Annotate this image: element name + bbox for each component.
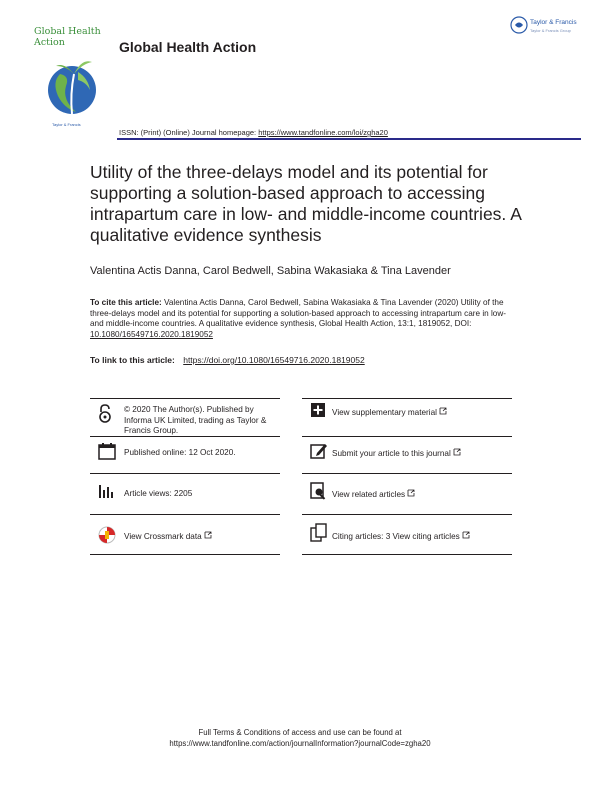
grid-rule xyxy=(302,473,512,474)
supplementary-label: View supplementary material xyxy=(332,408,437,417)
cite-label: To cite this article: xyxy=(90,298,162,307)
cite-doi-link[interactable]: 10.1080/16549716.2020.1819052 xyxy=(90,329,213,339)
footer-line1: Full Terms & Conditions of access and use can be found at xyxy=(198,728,402,737)
footer-terms-link[interactable]: https://www.tandfonline.com/action/journalInformation?journalCode=zgha20 xyxy=(169,738,431,748)
external-link-icon xyxy=(439,407,447,415)
issn-prefix: ISSN: (Print) (Online) Journal homepage: xyxy=(119,128,259,137)
logo-text-line2: Action xyxy=(34,37,65,48)
citing-articles-link[interactable] xyxy=(332,531,470,543)
plus-icon[interactable] xyxy=(310,402,328,420)
article-authors: Valentina Actis Danna, Carol Bedwell, Sabina Wakasiaka & Tina Lavender xyxy=(90,265,451,277)
crossmark-link[interactable] xyxy=(124,531,212,543)
external-link-icon xyxy=(204,531,212,539)
publisher-tagline: Taylor & Francis Group xyxy=(530,28,571,33)
journal-name: Global Health Action xyxy=(119,39,257,55)
grid-rule xyxy=(302,436,512,437)
bar-chart-icon xyxy=(98,483,116,501)
article-doi-link[interactable]: https://doi.org/10.1080/16549716.2020.1819052 xyxy=(183,355,365,365)
article-link-block xyxy=(90,355,365,365)
small-publisher-text: Taylor & Francis xyxy=(52,122,81,127)
grid-rule xyxy=(302,514,512,515)
external-link-icon xyxy=(453,448,461,456)
grid-rule xyxy=(90,473,280,474)
journal-homepage-link[interactable]: https://www.tandfonline.com/loi/zgha20 xyxy=(258,128,388,137)
citing-articles-icon[interactable] xyxy=(310,523,328,541)
small-publisher-logo xyxy=(52,122,81,127)
submit-article-link[interactable] xyxy=(332,448,461,460)
citation-block xyxy=(90,298,520,340)
calendar-icon xyxy=(98,442,116,460)
article-title: Utility of the three-delays model and its potential for supporting a solution-based approach to accessing intrapartum care in low- and middle-income countries. A qualitative evidence synthesis xyxy=(90,162,521,245)
open-access-notice: © 2020 The Author(s). Published by Informa UK Limited, trading as Taylor & Francis Group. xyxy=(124,405,267,435)
grid-rule xyxy=(302,554,512,555)
crossmark-label: View Crossmark data xyxy=(124,532,202,541)
open-access-icon xyxy=(98,404,116,422)
external-link-icon xyxy=(462,531,470,539)
grid-rule xyxy=(90,554,280,555)
citing-label: Citing articles: 3 View citing articles xyxy=(332,532,460,541)
submit-label: Submit your article to this journal xyxy=(332,449,451,458)
published-date: Published online: 12 Oct 2020. xyxy=(124,448,236,457)
header-rule xyxy=(117,138,581,140)
issn-line xyxy=(119,128,388,137)
crossmark-icon[interactable] xyxy=(98,525,116,543)
logo-text-line1: Global Health xyxy=(34,26,101,37)
cite-text: Valentina Actis Danna, Carol Bedwell, Sabina Wakasiaka & Tina Lavender (2020) Utility of the three-delays model and its potential for supporting a solution-based approach to accessing intrapartum care in low- and middle-income countries. A qualitative evidence synthesis, Global Health Action, 13:1, 1819052, DOI: xyxy=(90,298,506,328)
edit-icon[interactable] xyxy=(310,442,328,460)
external-link-icon xyxy=(407,489,415,497)
link-label: To link to this article: xyxy=(90,355,178,365)
related-articles-icon[interactable] xyxy=(310,482,328,500)
supplementary-material-link[interactable] xyxy=(332,407,447,419)
grid-rule xyxy=(302,398,512,399)
publisher-logo-text: Taylor & Francis xyxy=(530,19,577,26)
grid-rule xyxy=(90,398,280,399)
article-views: Article views: 2205 xyxy=(124,489,193,498)
footer xyxy=(0,728,600,749)
logo-wordmark xyxy=(34,26,101,48)
publisher-logo-icon[interactable] xyxy=(510,16,528,39)
grid-rule xyxy=(90,514,280,515)
related-articles-link[interactable] xyxy=(332,489,415,501)
related-label: View related articles xyxy=(332,490,406,499)
